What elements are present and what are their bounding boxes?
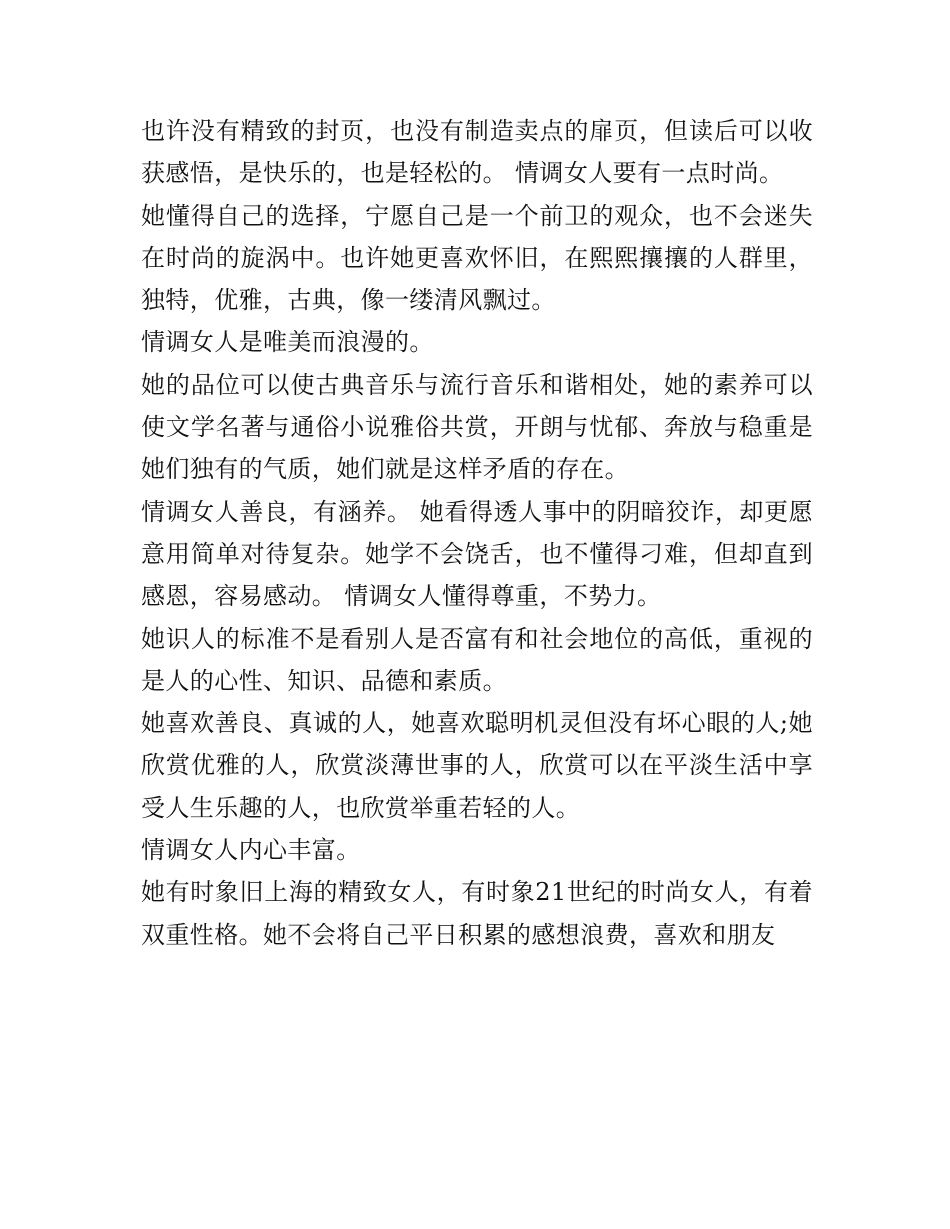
paragraph: 她懂得自己的选择，宁愿自己是一个前卫的观众，也不会迷失在时尚的旋涡中。也许她更喜欢怀旧，在熙熙攘攘的人群里，独特，优雅，古典，像一缕清风飘过。 (141, 201, 813, 315)
paragraph: 她喜欢善良、真诚的人，她喜欢聪明机灵但没有坏心眼的人;她欣赏优雅的人，欣赏淡薄世事的人，欣赏可以在平淡生活中享受人生乐趣的人，也欣赏举重若轻的人。 (141, 709, 813, 822)
paragraph: 情调女人是唯美而浪漫的。 (141, 328, 434, 357)
paragraph: 也许没有精致的封页，也没有制造卖点的扉页，但读后可以收获感悟，是快乐的，也是轻松的。 情调女人要有一点时尚。 (141, 117, 813, 188)
paragraph: 情调女人善良，有涵养。 她看得透人事中的阴暗狡诈，却更愿意用简单对待复杂。她学不会饶舌，也不懂得刁难，但却直到感恩，容易感动。 情调女人懂得尊重，不势力。 (141, 497, 813, 611)
document-body (141, 110, 813, 956)
paragraph: 她识人的标准不是看别人是否富有和社会地位的高低，重视的是人的心性、知识、品德和素质。 (141, 624, 813, 695)
paragraph: 她的品位可以使古典音乐与流行音乐和谐相处，她的素养可以使文学名著与通俗小说雅俗共赏，开朗与忧郁、奔放与稳重是她们独有的气质，她们就是这样矛盾的存在。 (141, 370, 813, 484)
paragraph: 情调女人内心丰富。 (141, 836, 361, 865)
paragraph: 她有时象旧上海的精致女人，有时象21世纪的时尚女人，有着双重性格。她不会将自己平日积累的感想浪费，喜欢和朋友 (141, 878, 813, 949)
